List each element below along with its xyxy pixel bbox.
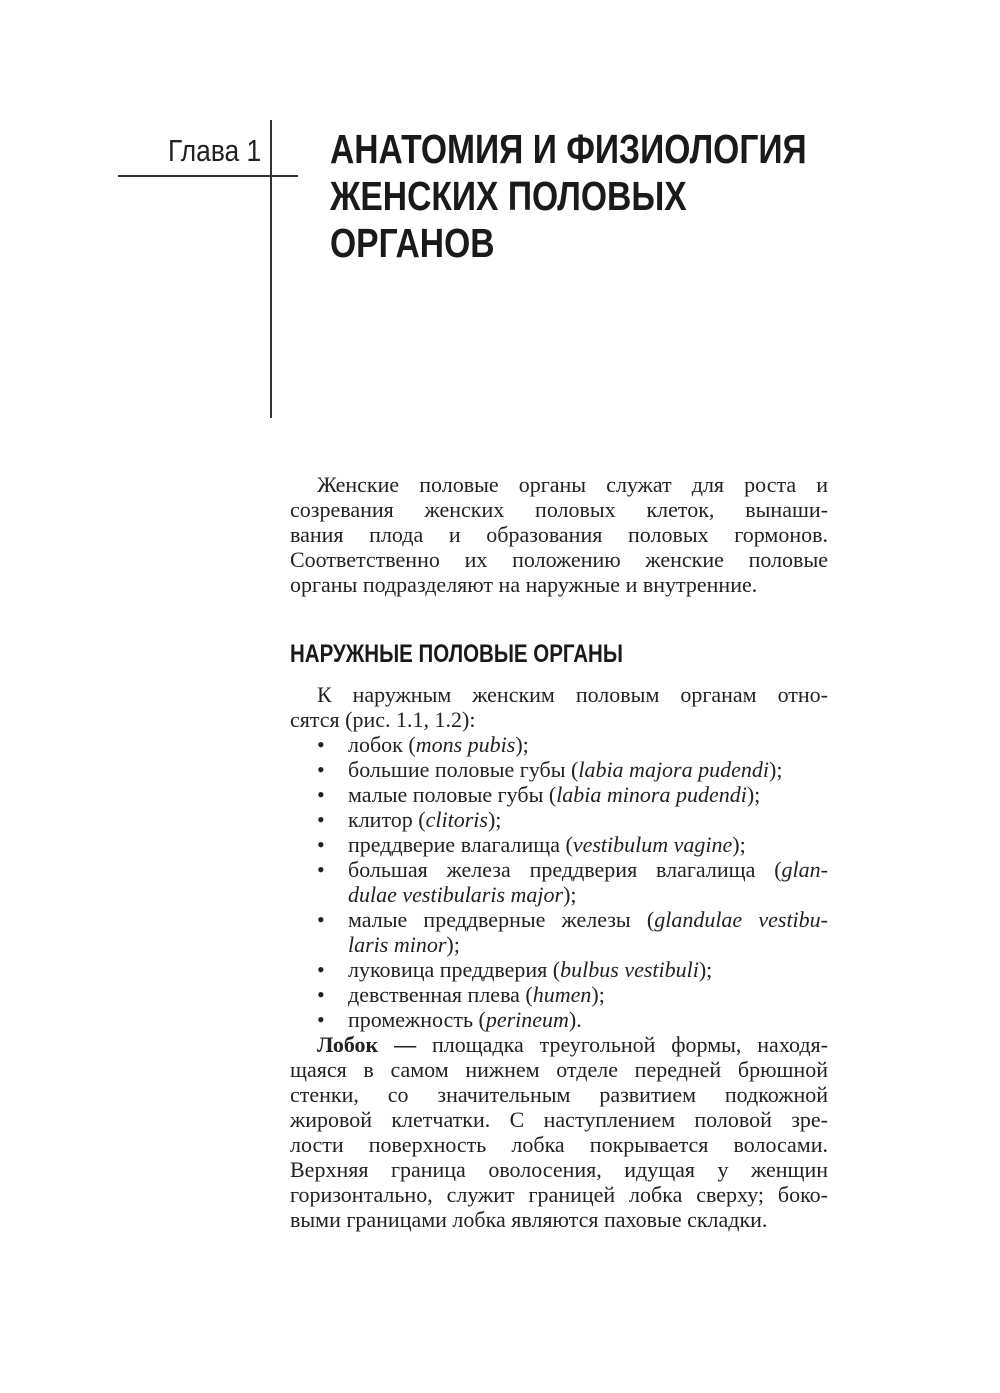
text-line: сятся (рис. 1.1, 1.2): — [290, 707, 476, 732]
text-line: Верхняя граница оволосения, идущая у женщин — [290, 1157, 828, 1182]
list-item — [290, 807, 828, 832]
item-punct: ); — [698, 957, 713, 982]
text-line: Женские половые органы служат для роста и — [317, 472, 828, 497]
bullet-icon: • — [317, 807, 325, 832]
bullet-icon: • — [317, 907, 325, 932]
list-item — [290, 907, 828, 957]
item-punct: ); — [591, 982, 605, 1007]
list-item — [290, 982, 828, 1007]
bullet-icon: • — [317, 982, 325, 1007]
text-line — [290, 1032, 828, 1057]
section-heading: НАРУЖНЫЕ ПОЛОВЫЕ ОРГАНЫ — [290, 640, 623, 668]
text-line: выми границами лобка являются паховые складки. — [290, 1207, 768, 1232]
item-text: малые преддверные железы ( — [348, 907, 655, 932]
item-text: малые половые губы ( — [348, 782, 557, 807]
bullet-icon: • — [317, 857, 325, 882]
text-line — [348, 882, 828, 907]
chapter-title-line: АНАТОМИЯ И ФИЗИОЛОГИЯ — [330, 126, 807, 172]
item-latin: dulae vestibularis major — [348, 882, 564, 907]
bullet-icon: • — [317, 832, 325, 857]
list-item — [290, 1007, 828, 1032]
item-text: клитор ( — [348, 807, 426, 832]
item-latin: mons pubis — [415, 732, 516, 757]
text-line: стенки, со значительным развитием подкожной — [290, 1082, 828, 1107]
list-item — [290, 957, 828, 982]
organ-list — [290, 732, 828, 1032]
item-punct: ); — [732, 832, 746, 857]
chapter-title-line: ОРГАНОВ — [330, 220, 495, 266]
item-latin: glandulae vestibu- — [654, 907, 828, 932]
item-latin: clitoris — [425, 807, 488, 832]
item-punct: ); — [515, 732, 529, 757]
text-fragment: площадка треугольной формы, находя- — [416, 1032, 828, 1057]
bullet-icon: • — [317, 757, 325, 782]
chapter-divider-vertical — [270, 120, 272, 418]
item-punct: ); — [769, 757, 783, 782]
item-punct: ). — [568, 1007, 582, 1032]
chapter-title-line: ЖЕНСКИХ ПОЛОВЫХ — [330, 173, 687, 219]
list-item — [290, 857, 828, 907]
item-punct: ); — [746, 782, 761, 807]
item-text: большая железа преддверия влагалища ( — [348, 857, 782, 882]
text-line — [348, 932, 828, 957]
intro-paragraph — [290, 472, 828, 597]
item-text: большие половые губы ( — [348, 757, 579, 782]
bullet-icon: • — [317, 957, 325, 982]
item-punct: ); — [446, 932, 460, 957]
item-punct: ); — [563, 882, 577, 907]
item-text: луковица преддверия ( — [348, 957, 561, 982]
external-organs-list-section — [290, 682, 828, 1232]
item-latin: bulbus vestibuli — [560, 957, 699, 982]
item-latin: laris minor — [348, 932, 447, 957]
chapter-title — [330, 126, 807, 267]
list-item — [290, 832, 828, 857]
item-latin: glan- — [781, 857, 828, 882]
bullet-icon: • — [317, 1007, 325, 1032]
item-latin: humen — [532, 982, 592, 1007]
bullet-icon: • — [317, 732, 325, 757]
bullet-icon: • — [317, 782, 325, 807]
item-latin: labia minora pudendi — [556, 782, 747, 807]
text-line — [348, 857, 828, 882]
text-line: Соответственно их положению женские половые — [290, 547, 828, 572]
text-line: вания плода и образования половых гормонов. — [290, 522, 828, 547]
item-text: преддверие влагалища ( — [348, 832, 573, 857]
term-pubis: Лобок — — [317, 1032, 417, 1057]
item-latin: vestibulum vagine — [572, 832, 733, 857]
text-line: жировой клетчатки. С наступлением половой зре- — [290, 1107, 828, 1132]
item-punct: ); — [487, 807, 502, 832]
text-line: К наружным женским половым органам отно- — [317, 682, 828, 707]
list-item — [290, 757, 828, 782]
text-line: лости поверхность лобка покрывается волосами. — [290, 1132, 828, 1157]
list-item — [290, 732, 828, 757]
chapter-label: Глава 1 — [168, 133, 262, 168]
pubis-paragraph — [290, 1032, 828, 1232]
text-line: созревания женских половых клеток, вынаши- — [290, 497, 828, 522]
list-item — [290, 782, 828, 807]
item-latin: labia majora pudendi — [578, 757, 769, 782]
text-line: горизонтально, служит границей лобка сверху; боко- — [290, 1182, 828, 1207]
item-latin: perineum — [485, 1007, 569, 1032]
text-line: органы подразделяют на наружные и внутренние. — [290, 572, 758, 597]
chapter-divider-horizontal — [118, 175, 298, 177]
item-text: промежность ( — [348, 1007, 486, 1032]
item-text: лобок ( — [348, 732, 416, 757]
text-line: щаяся в самом нижнем отделе передней брюшной — [290, 1057, 828, 1082]
text-line — [348, 907, 828, 932]
item-text: девственная плева ( — [348, 982, 533, 1007]
